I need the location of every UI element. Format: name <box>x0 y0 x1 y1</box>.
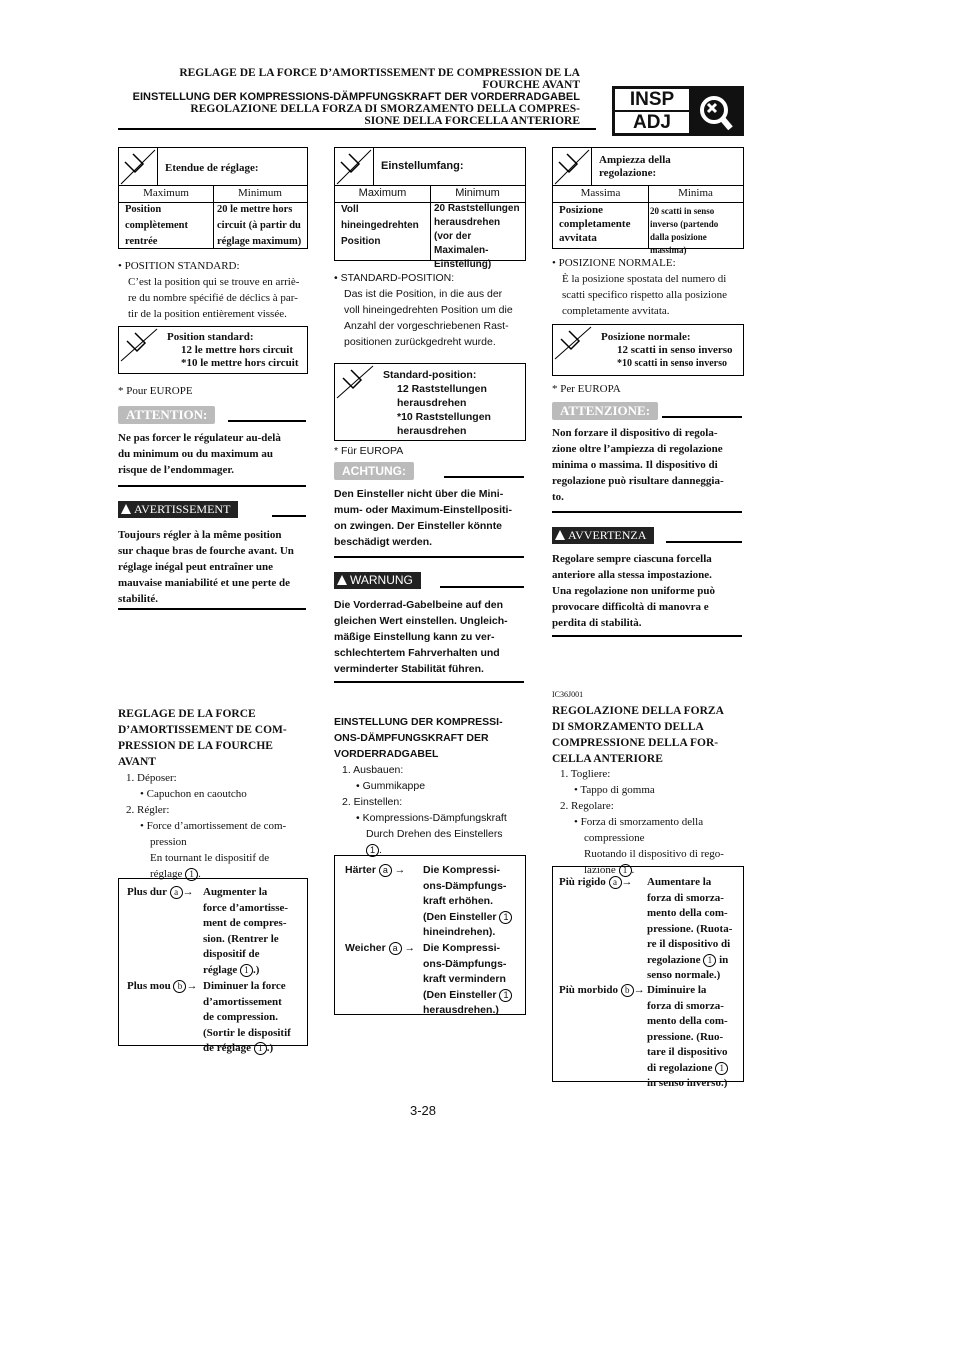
it-adjust-box: Più rigido a → Aumentare la forza di smorza- mento della com- pressione. (Ruota- re il dispositivo di regolazione 1 in senso normale.) Più morbido b → Diminuire la forza di smorza- mento della com- pressione. (Ruo- tare il dispositivo di regolazione 1 in senso inverso.) <box>552 866 744 1082</box>
it-standard-value-1: 12 scatti in senso inverso <box>617 344 733 356</box>
wrench-spec-icon <box>553 148 592 186</box>
warning-triangle-icon <box>337 575 347 585</box>
header-title-it: REGOLAZIONE DELLA FORZA DI SMORZAMENTO DELLA COMPRES- SIONE DELLA FORCELLA ANTERIORE <box>190 103 580 127</box>
it-caution-label: ATTENZIONE: <box>552 402 658 420</box>
it-standard-title: Posizione normale: <box>601 331 691 343</box>
fr-range-spec-box <box>118 147 308 249</box>
it-caution-text: Non forzare il dispositivo di regola- zione oltre l’ampiezza di regolazione minima o massima. Il dispositivo di regolazione può risultare danneggia- to. <box>552 427 724 503</box>
adjuster-1-marker: 1 <box>185 868 198 881</box>
it-standard-value-2: *10 scatti in senso inverso <box>617 358 727 369</box>
it-softer-label: Più morbido <box>559 984 618 996</box>
de-range-spec-box <box>334 147 526 270</box>
fr-range-title: Etendue de réglage: <box>165 162 259 174</box>
mark-a: a <box>379 864 392 877</box>
fr-col-max: Maximum <box>143 187 189 199</box>
wrench-magnifier-icon <box>694 90 740 132</box>
wrench-spec-icon <box>119 327 159 363</box>
fr-standard-value-2: *10 le mettre hors circuit <box>181 357 299 369</box>
fr-section-title: REGLAGE DE LA FORCE D’AMORTISSEMENT DE COM- PRESSION DE LA FOURCHE AVANT <box>118 708 287 768</box>
wrench-spec-icon <box>553 325 593 361</box>
warning-triangle-icon <box>121 504 131 514</box>
de-col-min: Minimum <box>455 187 500 199</box>
de-europe-note: * Für EUROPA <box>334 445 404 457</box>
de-standard-position-text: • STANDARD-POSITION: Das ist die Position, in die aus der voll hineingedrehten Position um die Anzahl der vorgeschriebenen Rast- positionen zurückgedreht wurde. <box>334 272 513 348</box>
fr-harder-label: Plus dur <box>127 886 167 898</box>
it-section-title: REGOLAZIONE DELLA FORZA DI SMORZAMENTO DELLA COMPRESSIONE DELLA FOR- CELLA ANTERIORE <box>552 705 724 765</box>
de-max-value: Voll hineingedrehten Position <box>341 204 419 247</box>
fr-standard-box <box>118 326 308 374</box>
de-standard-title: Standard-position: <box>383 369 477 381</box>
fr-steps: 1. Déposer: • Capuchon en caoutcho 2. Régler: • Force d’amortissement de com- pression En tournant le dispositif de réglage 1 . <box>126 772 287 880</box>
warning-triangle-icon <box>555 530 565 540</box>
it-warning-label: AVVERTENZA <box>552 527 654 544</box>
de-adjust-box: Härter a → Die Kompressi- ons-Dämpfungs- kraft erhöhen. (Den Einsteller 1 hineindrehen). Weicher a → Die Kompressi- ons-Dämpfungs- kraft vermindern (Den Einsteller 1 herausdrehen.) <box>334 855 526 1015</box>
it-col-min: Minima <box>678 187 713 199</box>
mark-a: a <box>389 942 402 955</box>
de-range-title: Einstellumfang: <box>381 160 464 172</box>
it-section-code: IC36J001 <box>552 690 584 699</box>
insp-adj-badge <box>612 86 744 136</box>
fr-standard-value-1: 12 le mettre hors circuit <box>181 344 293 356</box>
wrench-spec-icon <box>335 364 375 400</box>
mark-a: a <box>170 886 183 899</box>
de-min-value: 20 Raststellungen herausdrehen (vor der Maximalen- Einstellung) <box>434 203 520 270</box>
fr-adjust-box: Plus dur a → Augmenter la force d’amortisse- ment de compres- sion. (Rentrer le dispositif de réglage 1 .) Plus mou b → Diminuer la force d’amortissement de compression. (Sortir le dispositif de réglage 1 .) <box>118 878 308 1046</box>
de-warning-text: Die Vorderrad-Gabelbeine auf den gleichen Wert einstellen. Ungleich- mäßige Einstellung kann zu ver- schlechtertem Fahrverhalten und verminderter Stabilität führen. <box>334 599 508 675</box>
de-standard-box: Standard-position: 12 Raststellungen herausdrehen *10 Raststellungen herausdrehen <box>334 363 526 441</box>
it-steps: 1. Togliere: • Tappo di gomma 2. Regolare: • Forza di smorzamento della compressione Ruotando il dispositivo di rego- lazione 1 . <box>560 768 724 876</box>
fr-max-value: Position complètement rentrée <box>125 204 188 247</box>
it-standard-box <box>552 324 744 376</box>
page-number: 3-28 <box>410 1103 437 1118</box>
adjuster-1-marker: 1 <box>619 864 632 877</box>
wrench-spec-icon <box>335 148 374 186</box>
header-title-fr: REGLAGE DE LA FORCE D’AMORTISSEMENT DE COMPRESSION DE LA FOURCHE AVANT <box>179 67 580 91</box>
header-rule <box>118 128 596 130</box>
it-range-spec-box <box>552 147 744 255</box>
de-caution-text: Den Einsteller nicht über die Mini- mum- oder Maximum-Einstellpositi- on zwingen. Der Einsteller könnte beschädigt werden. <box>334 488 512 548</box>
badge-insp: INSP <box>615 89 689 110</box>
it-europe-note: * Per EUROPA <box>552 383 621 395</box>
fr-softer-label: Plus mou <box>127 980 171 992</box>
badge-adj: ADJ <box>615 112 689 133</box>
de-harder-label: Härter <box>345 864 376 876</box>
de-warning-label: WARNUNG <box>334 572 421 589</box>
it-warning-text: Regolare sempre ciascuna forcella anteriore alla stessa impostazione. Una regolazione non uniforme può provocare difficoltà di manovra e perdita di stabilità. <box>552 553 715 629</box>
it-harder-label: Più rigido <box>559 876 606 888</box>
fr-warning-text: Toujours régler à la même position sur chaque bras de fourche avant. Un réglage inégal peut entraîner une mauvaise maniabilité et une perte de stabilité. <box>118 529 294 605</box>
de-softer-label: Weicher <box>345 942 386 954</box>
mark-b: b <box>173 980 186 993</box>
fr-europe-note: * Pour EUROPE <box>118 385 193 397</box>
header-title-de: EINSTELLUNG DER KOMPRESSIONS-DÄMPFUNGSKRAFT DER VORDERRADGABEL <box>132 91 580 103</box>
de-section-title: EINSTELLUNG DER KOMPRESSI- ONS-DÄMPFUNGSKRAFT DER VORDERRADGABEL <box>334 716 503 760</box>
de-col-max: Maximum <box>358 187 407 199</box>
it-range-title: Ampiezza della regolazione: <box>599 154 671 179</box>
adjuster-1-marker: 1 <box>366 844 379 857</box>
de-caution-label: ACHTUNG: <box>334 462 414 480</box>
it-max-value: Posizione completamente avvitata <box>559 204 631 244</box>
fr-standard-position-text: • POSITION STANDARD: C’est la position qui se trouve en arriè- re du nombre spécifié de déclics à par- tir de la position entièrement vissée. <box>118 260 300 320</box>
it-standard-position-text: • POSIZIONE NORMALE: È la posizione spostata del numero di scatti specifico rispetto alla posizione completamente avvitata. <box>552 257 727 317</box>
fr-caution-text: Ne pas forcer le régulateur au-delà du minimum ou du maximum au risque de l’endommager. <box>118 432 281 476</box>
wrench-spec-icon <box>119 148 158 186</box>
it-min-value: 20 scatti in senso inverso (partendo dalla posizione massima) <box>650 206 719 255</box>
fr-caution-label: ATTENTION: <box>118 406 215 424</box>
fr-warning-label: AVERTISSEMENT <box>118 501 238 518</box>
it-col-max: Massima <box>580 187 621 199</box>
fr-min-value: 20 le mettre hors circuit (à partir du réglage maximum) <box>217 204 302 247</box>
de-steps: 1. Ausbauen: • Gummikappe 2. Einstellen: • Kompressions-Dämpfungskraft Durch Drehen des Einstellers 1 . <box>342 764 507 856</box>
fr-standard-title: Position standard: <box>167 331 254 343</box>
fr-col-min: Minimum <box>237 187 282 199</box>
mark-a: a <box>609 876 622 889</box>
mark-b: b <box>621 984 634 997</box>
